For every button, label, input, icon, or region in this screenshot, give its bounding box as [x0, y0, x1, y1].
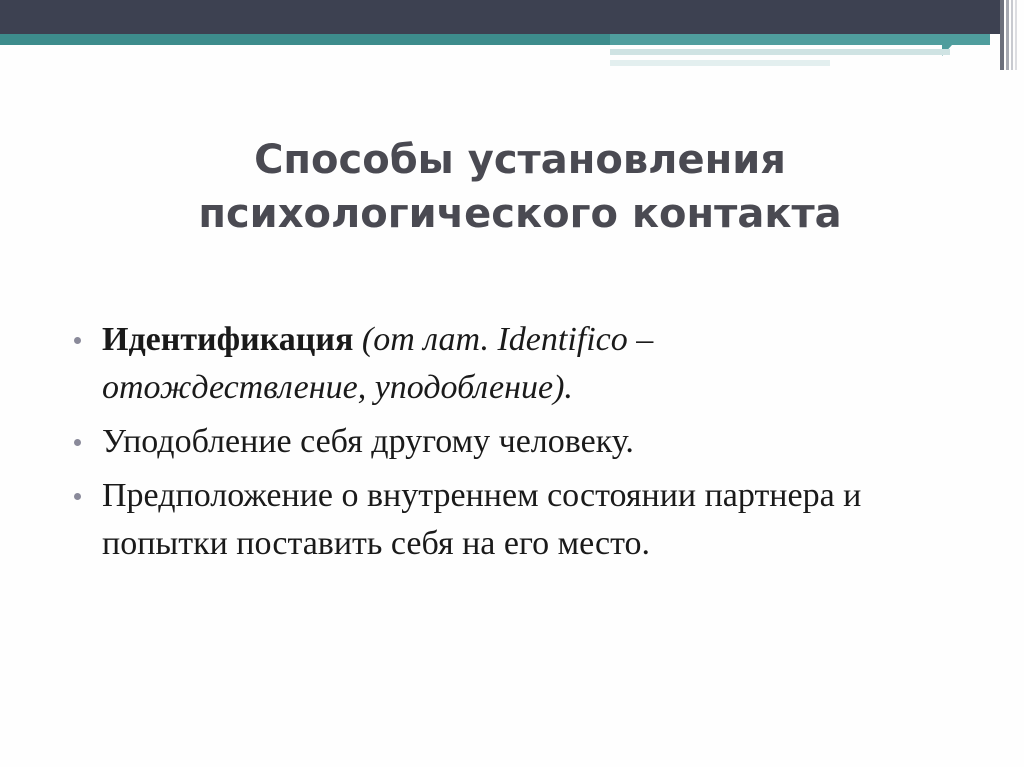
- bullet-list: [72, 316, 912, 574]
- bullet-dot-icon: [74, 493, 81, 500]
- slide-title: [120, 133, 920, 241]
- header-light-bar: [610, 49, 950, 55]
- bullet-definition: (от лат. Identifico – отождествление, уподобление).: [102, 321, 654, 406]
- bullet-text: Предположение о внутреннем состоянии партнера и попытки поставить себя на его место.: [102, 477, 862, 562]
- edge-stripe: [1000, 0, 1004, 70]
- header-teal-bar-right: [610, 34, 990, 45]
- edge-stripe: [1011, 0, 1013, 70]
- bullet-item: [72, 472, 912, 568]
- bullet-dot-icon: [74, 337, 81, 344]
- edge-stripe: [1015, 0, 1017, 70]
- edge-stripe: [1006, 0, 1009, 70]
- bullet-term: Идентификация: [102, 321, 354, 358]
- header-light-bar-2: [610, 60, 830, 66]
- header-dark-bar: [0, 0, 1000, 34]
- slide-title-line-1: Способы установления: [254, 137, 786, 183]
- bullet-item: [72, 316, 912, 412]
- bullet-dot-icon: [74, 439, 81, 446]
- bullet-item: [72, 418, 912, 466]
- bullet-text: Уподобление себя другому человеку.: [102, 423, 634, 460]
- slide-title-line-2: психологического контакта: [198, 191, 842, 237]
- header-teal-bar: [0, 34, 610, 45]
